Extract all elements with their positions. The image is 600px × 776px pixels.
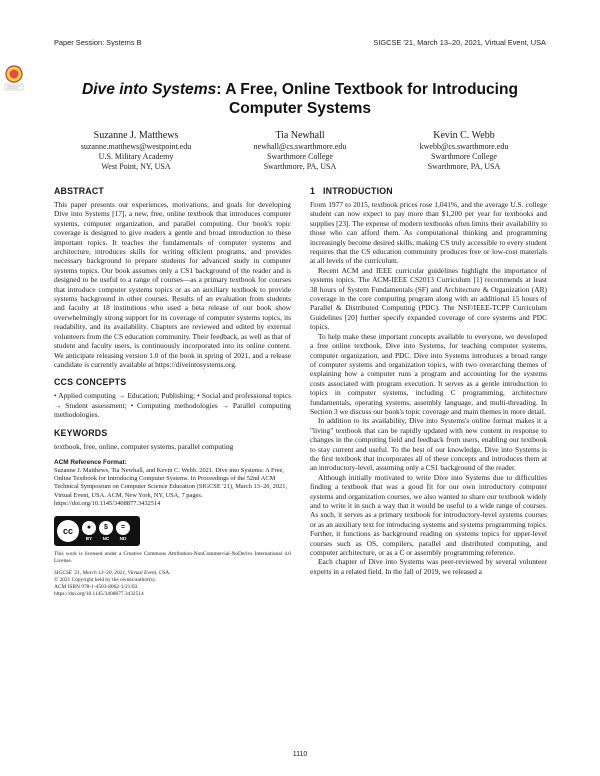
cc-icon: cc [57, 520, 79, 542]
running-header-right: SIGCSE '21, March 13–20, 2021, Virtual Event, USA [373, 38, 546, 47]
cc-label-nd: ND [119, 535, 127, 541]
abstract-heading: ABSTRACT [54, 186, 104, 196]
no-dollar-icon: $ [99, 521, 113, 535]
intro-paragraph: In addition to its availability, Dive into Systems's online format makes it a "living" textbook that can be rapidly updated with new content in response to changes in the computing field and feedback from users, enabling our textbook to stay current and useful. To the best of our knowledge, Dive into Systems is the first textbook that incorporates all of these concepts and introduces them at an introductory-level, assuming only a CS1 background of the reader. [310, 416, 547, 473]
author-name: Kevin C. Webb [433, 130, 495, 141]
author-3 [382, 130, 546, 173]
title-rest: : A Free, Online Textbook for Introducing [216, 81, 519, 98]
ccs-heading: CCS CONCEPTS [54, 377, 127, 388]
acm-badge-icon[interactable] [3, 65, 25, 91]
intro-heading: 1 INTRODUCTION [310, 186, 393, 196]
copyright-line: © 2021 Copyright held by the owner/author(s). [54, 576, 156, 583]
license-text: This work is licensed under a Creative Commons Attribution-NonCommercial-NoDerivs International 4.0 License. [54, 550, 291, 564]
author-1 [54, 130, 218, 173]
author-name: Tia Newhall [275, 130, 325, 141]
intro-paragraph: Each chapter of Dive into Systems was peer-reviewed by several volunteer experts in a related field. In the fall of 2019, we released a [310, 557, 547, 576]
running-header-left: Paper Session: Systems B [54, 38, 142, 47]
reference-heading: ACM Reference Format: [54, 458, 127, 466]
intro-paragraph: Recent ACM and IEEE curricular guidelines highlight the importance of systems topics. The ACM-IEEE CS2013 Curriculum [1] recommends at least 38 hours of System Fundamentals (SF) and Architecture & Organization (AR) coverage in the core computing program along with an additional 15 hours of Parallel & Distributed Computing (PDC). The NSF/IEEE-TCPP Curriculum Guidelines [20] further specify expanded coverage of core systems and PDC topics. [310, 265, 547, 332]
ccs-text: • Applied computing → Education; Publishing; • Social and professional topics → Student assessment; • Computing methodologies → Parallel computing methodologies. [54, 391, 291, 420]
copyright-line: ACM ISBN 978-1-4503-8062-1/21/03. [54, 583, 139, 590]
author-location: West Point, NY, USA [101, 162, 171, 172]
author-location: Swarthmore, PA, USA [263, 162, 337, 172]
title-italic: Dive into Systems [81, 81, 217, 98]
cc-label-nc: NC [102, 535, 110, 541]
reference-text: Suzanne J. Matthews, Tia Newhall, and Kevin C. Webb. 2021. Dive into Systems: A Free, Online Textbook for Introducing Computer Systems. In Proceedings of the 52nd ACM Technical Symposium on Computer Science Education (SIGCSE '21), March 13–20, 2021, Virtual Event, USA. ACM, New York, NY, USA, 7 pages. https://doi.org/10.1145/3408877.3432514 [54, 466, 288, 507]
acm-reference [54, 459, 291, 508]
intro-paragraph: To help make these important concepts available to everyone, we developed a free online textbook, Dive into Systems, for teaching computer systems, computer organization, and PDC. Dive into Systems introduces a broad range of computer systems and organization topics, with two overarching themes of explaining how a computer runs a program and accounting for the systems costs associated with program execution. It serves as a gentle introduction to topics in computer systems, including C programming, architecture fundamentals, operating systems, assembly language, and multi-threading. In Section 3 we discuss our book's topic coverage and main themes in more detail. [310, 331, 547, 416]
intro-paragraph: Although initially motivated to write Dive into Systems due to difficulties finding a textbook that was a good fit for our own introductory computer systems and organization courses, we also wanted to share our textbook widely and to write it in such a way that it would be useful to a wide range of courses. As such, it serves as a primary textbook for introductory-level systems courses or as an auxiliary text for introducing systems and systems programming topics. Further, it functions as background reading on systems topics for upper-level courses such as OS, compilers, parallel and distributed computing, and computer architecture, or as a C or assembly programming reference. [310, 472, 547, 558]
author-affiliation: Swarthmore College [431, 152, 497, 162]
author-2 [218, 130, 382, 173]
intro-paragraph: From 1977 to 2015, textbook prices rose 1,041%, and the average U.S. college student can now expect to pay more than $1,200 per year for textbooks and supplies [23]. The expense of modern textbooks often limits their availability to those who can afford them. As computational thinking and programming increasingly become desired skills, making CS truly accessible to every student requires that the CS education community produces free or low-cost materials at all levels of the curriculum. [310, 200, 547, 266]
equals-icon: = [116, 521, 130, 535]
title-line2: Computer Systems [228, 100, 372, 117]
page-number: 1110 [292, 751, 308, 758]
author-email[interactable]: newhall@cs.swarthmore.edu [253, 142, 347, 151]
author-affiliation: Swarthmore College [267, 152, 333, 162]
person-icon: ● [82, 521, 96, 535]
creative-commons-badge[interactable] [54, 516, 140, 546]
copyright-line: SIGCSE '21, March 13–20, 2021, Virtual Event, USA. [54, 569, 171, 576]
right-column [310, 186, 547, 576]
keywords-heading: KEYWORDS [54, 427, 108, 438]
keywords-text: textbook, free, online, computer systems, parallel computing [54, 441, 234, 451]
copyright-block [54, 570, 291, 598]
abstract-text: This paper presents our experiences, motivations, and goals for developing Dive into Systems [17], a new, free, online textbook that introduces computer systems, computer organization, and parallel computing. Our book's topic coverage is designed to give readers a gentle and broad introduction to these important topics. It teaches the fundamentals of computer systems and architecture, introduces skills for writing efficient programs, and provides necessary background to prepare students for advanced study in computer systems topics. Our book assumes only a CS1 background of the reader and is designed to be useful to a range of courses—as a primary textbook for courses that introduce computer systems topics or as an auxiliary textbook to provide systems background in other courses. Results of an evaluation from students and faculty at 18 institutions who used a beta release of our book show overwhelmingly strong support for its coverage of computer systems topics, its readability, and its availability. Chapters are reviewed and edited by external volunteers from the CS education community. Their feedback, as well as that of student and faculty users, is continuously incorporated into its online content. We anticipate releasing version 1.0 of the book in spring of 2021, and a release candidate is currently available at https://diveintosystems.org. [54, 200, 291, 369]
cc-label-by: BY [85, 535, 93, 541]
author-block [54, 130, 546, 180]
author-name: Suzanne J. Matthews [93, 130, 179, 141]
author-affiliation: U.S. Military Academy [98, 152, 174, 162]
doi-link[interactable]: https://doi.org/10.1145/3408877.3432514 [54, 590, 144, 597]
left-column [54, 186, 291, 598]
author-email[interactable]: suzanne.matthews@westpoint.edu [80, 142, 192, 151]
author-email[interactable]: kwebb@cs.swarthmore.edu [419, 142, 509, 151]
paper-title [54, 80, 546, 118]
author-location: Swarthmore, PA, USA [427, 162, 501, 172]
